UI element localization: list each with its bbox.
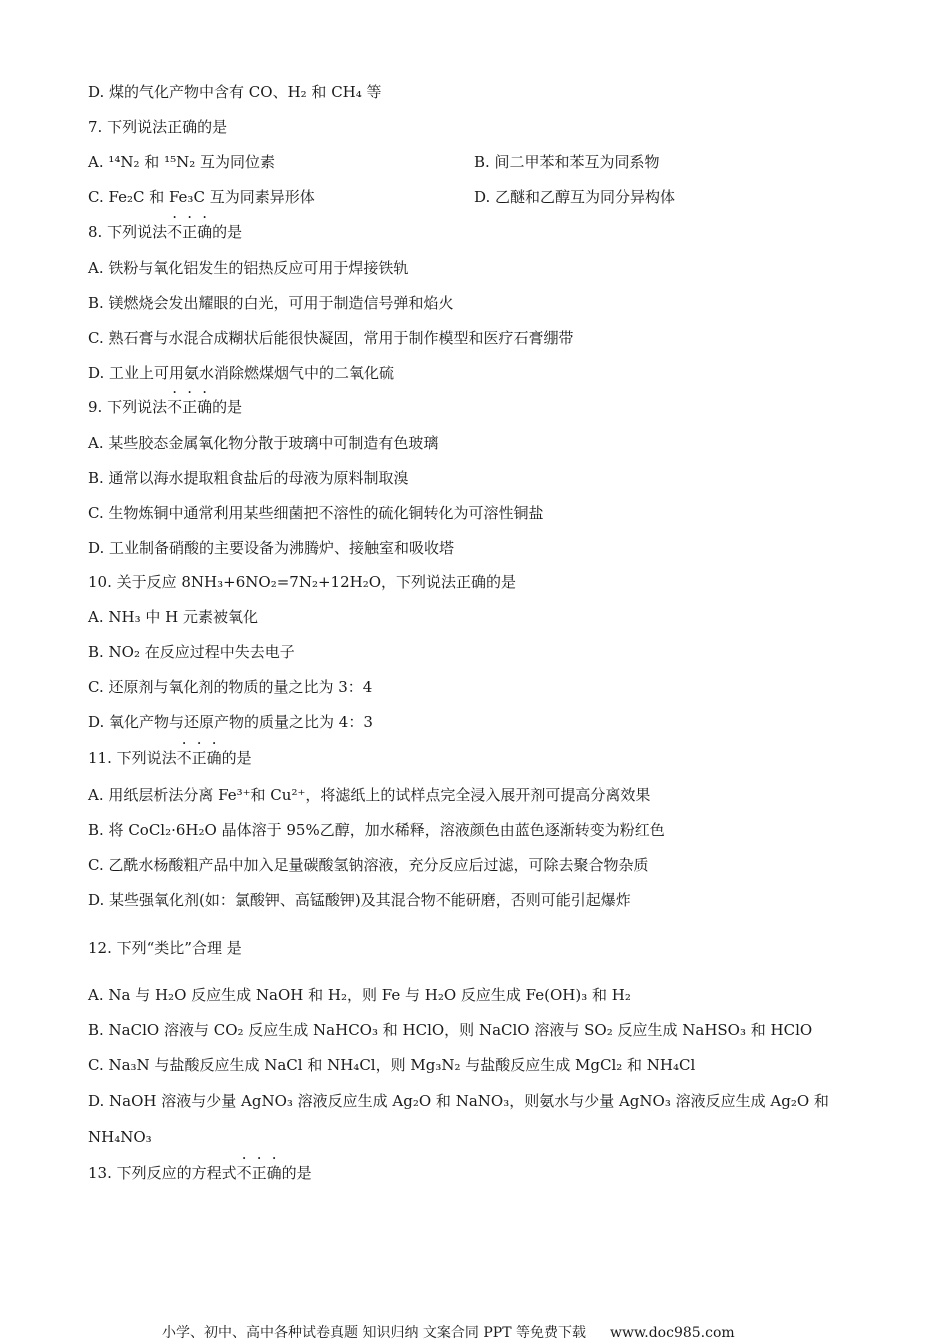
- option-9c: C. 生物炼铜中通常利用某些细菌把不溶性的硫化铜转化为可溶性铜盐: [88, 504, 544, 522]
- question-9-suffix: 的是: [212, 398, 243, 416]
- question-13-suffix: 的是: [281, 1164, 312, 1182]
- question-13: [88, 1163, 312, 1183]
- page-footer: [162, 1323, 735, 1343]
- option-8d: D. 工业上可用氨水消除燃煤烟气中的二氧化硫: [88, 364, 395, 382]
- option-7b: B. 间二甲苯和苯互为同系物: [474, 153, 660, 171]
- option-10b: B. NO₂ 在反应过程中失去电子: [88, 643, 295, 661]
- option-7c: C. Fe₂C 和 Fe₃C 互为同素异形体: [88, 188, 315, 206]
- emphasis-char: 确: [266, 1164, 282, 1182]
- option-12d-line1: D. NaOH 溶液与少量 AgNO₃ 溶液反应生成 Ag₂O 和 NaNO₃，则氨水与少量 AgNO₃ 溶液反应生成 Ag₂O 和: [88, 1092, 829, 1110]
- option-10d: D. 氧化产物与还原产物的质量之比为 4：3: [88, 713, 373, 731]
- option-11d: D. 某些强氧化剂(如：氯酸钾、高锰酸钾)及其混合物不能研磨，否则可能引起爆炸: [88, 891, 631, 909]
- emphasis-char: 确: [197, 223, 213, 241]
- question-8: [88, 222, 242, 242]
- emphasis-char: 正: [251, 1164, 267, 1182]
- question-9-prefix: 9. 下列说法: [88, 398, 168, 416]
- emphasis-char: 不: [167, 223, 183, 241]
- option-12a: A. Na 与 H₂O 反应生成 NaOH 和 H₂，则 Fe 与 H₂O 反应生成 Fe(OH)₃ 和 H₂: [88, 986, 631, 1004]
- option-7a: A. ¹⁴N₂ 和 ¹⁵N₂ 互为同位素: [88, 153, 276, 171]
- option-12c: C. Na₃N 与盐酸反应生成 NaCl 和 NH₄Cl，则 Mg₃N₂ 与盐酸反应生成 MgCl₂ 和 NH₄Cl: [88, 1056, 696, 1074]
- emphasis-char: 确: [197, 398, 213, 416]
- option-9a: A. 某些胶态金属氧化物分散于玻璃中可制造有色玻璃: [88, 434, 439, 452]
- option-9d: D. 工业制备硝酸的主要设备为沸腾炉、接触室和吸收塔: [88, 539, 455, 557]
- question-7: 7. 下列说法正确的是: [88, 118, 228, 136]
- option-9b: B. 通常以海水提取粗食盐后的母液为原料制取溴: [88, 469, 409, 487]
- option-12d-line2: NH₄NO₃: [88, 1128, 152, 1146]
- option-10a: A. NH₃ 中 H 元素被氧化: [88, 608, 258, 626]
- question-8-prefix: 8. 下列说法: [88, 223, 168, 241]
- question-11-suffix: 的是: [221, 749, 252, 767]
- emphasis-char: 不: [176, 749, 192, 767]
- emphasis-char: 正: [182, 398, 198, 416]
- option-8a: A. 铁粉与氧化铝发生的铝热反应可用于焊接铁轨: [88, 259, 409, 277]
- option-12b: B. NaClO 溶液与 CO₂ 反应生成 NaHCO₃ 和 HClO，则 NaClO 溶液与 SO₂ 反应生成 NaHSO₃ 和 HClO: [88, 1021, 813, 1039]
- question-13-prefix: 13. 下列反应的方程式: [88, 1164, 237, 1182]
- question-8-suffix: 的是: [212, 223, 243, 241]
- footer-link[interactable]: www.doc985.com: [609, 1325, 735, 1341]
- option-8c: C. 熟石膏与水混合成糊状后能很快凝固，常用于制作模型和医疗石膏绷带: [88, 329, 574, 347]
- option-8b: B. 镁燃烧会发出耀眼的白光，可用于制造信号弹和焰火: [88, 294, 454, 312]
- emphasis-char: 正: [191, 749, 207, 767]
- option-11c: C. 乙酰水杨酸粗产品中加入足量碳酸氢钠溶液，充分反应后过滤，可除去聚合物杂质: [88, 856, 649, 874]
- question-11: [88, 748, 252, 768]
- emphasis-char: 不: [167, 398, 183, 416]
- question-12: 12. 下列“类比”合理 是: [88, 939, 242, 957]
- emphasis-char: 正: [182, 223, 198, 241]
- option-11b: B. 将 CoCl₂·6H₂O 晶体溶于 95%乙醇，加水稀释，溶液颜色由蓝色逐渐转变为粉红色: [88, 821, 665, 839]
- question-9: [88, 397, 242, 417]
- option-10c: C. 还原剂与氧化剂的物质的量之比为 3：4: [88, 678, 373, 696]
- question-11-prefix: 11. 下列说法: [88, 749, 177, 767]
- emphasis-char: 不: [236, 1164, 252, 1182]
- option-6d: D. 煤的气化产物中含有 CO、H₂ 和 CH₄ 等: [88, 83, 382, 101]
- footer-text: 小学、初中、高中各种试卷真题 知识归纳 文案合同 PPT 等免费下载: [162, 1325, 586, 1341]
- option-7d: D. 乙醚和乙醇互为同分异构体: [474, 188, 676, 206]
- option-11a: A. 用纸层析法分离 Fe³⁺和 Cu²⁺，将滤纸上的试样点完全浸入展开剂可提高分离效果: [88, 786, 651, 804]
- question-10: 10. 关于反应 8NH₃+6NO₂=7N₂+12H₂O，下列说法正确的是: [88, 573, 516, 591]
- emphasis-char: 确: [206, 749, 222, 767]
